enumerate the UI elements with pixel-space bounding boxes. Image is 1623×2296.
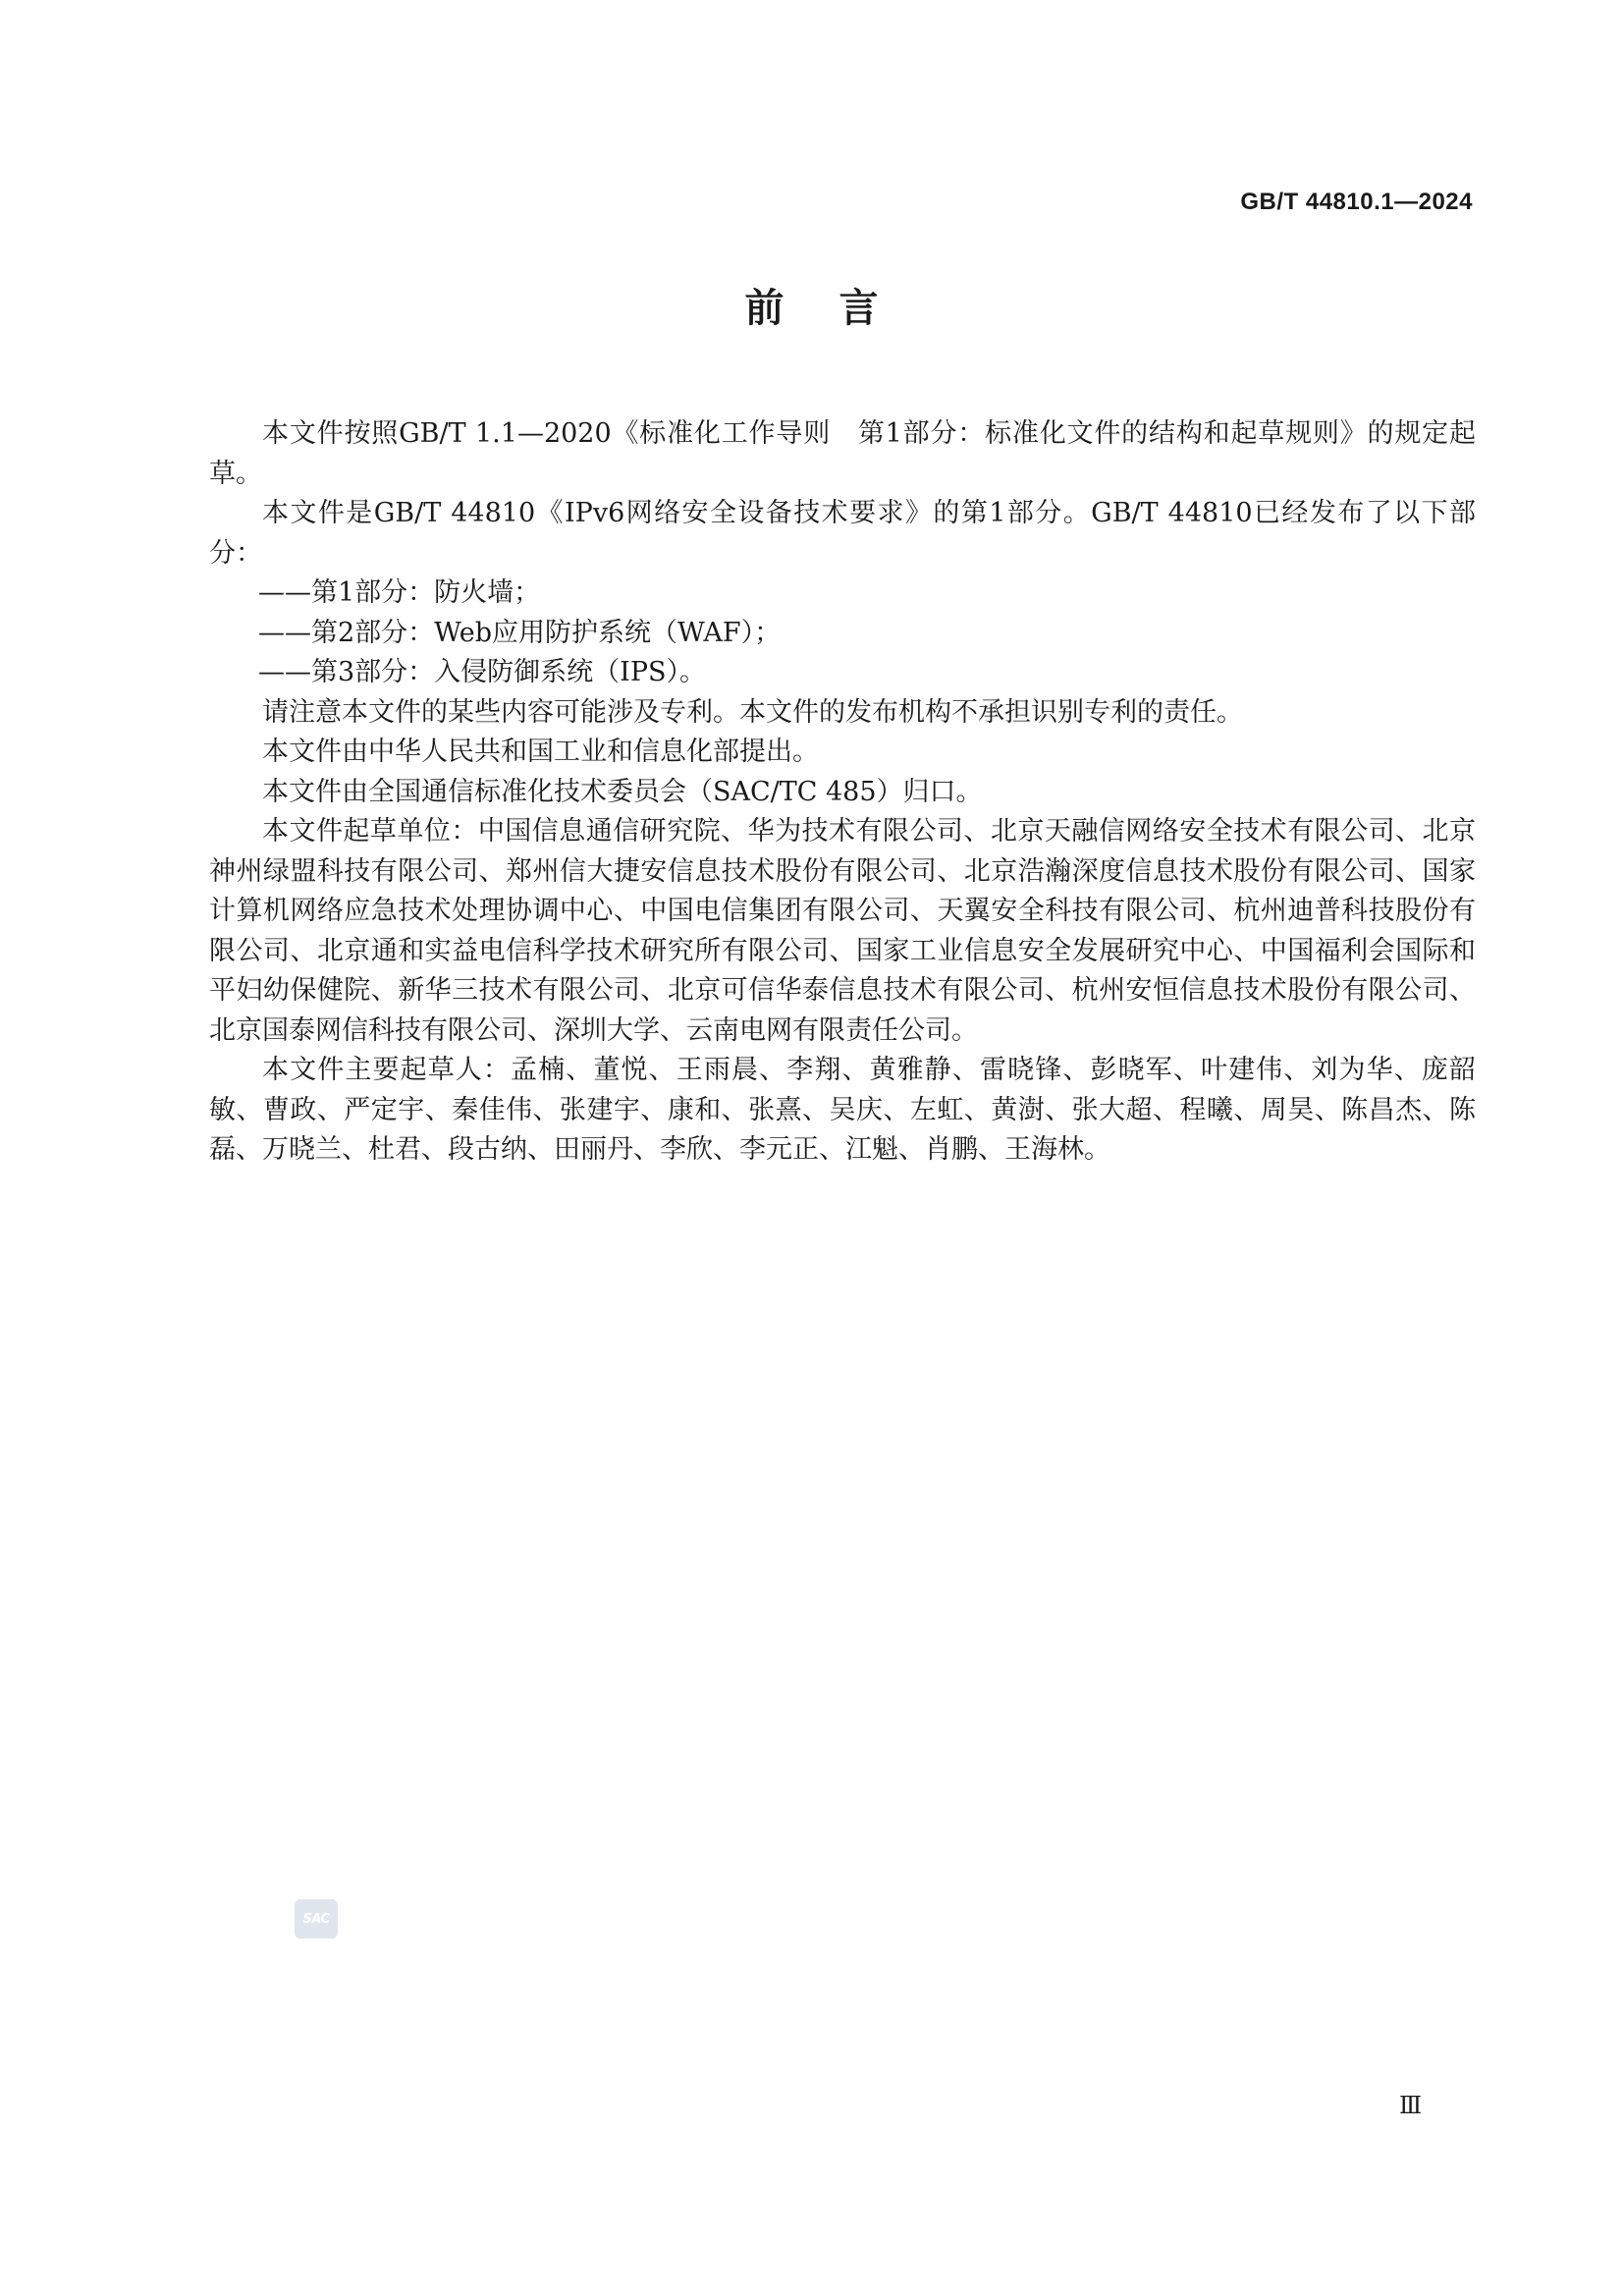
- paragraph-technical-committee: 本文件由全国通信标准化技术委员会（SAC/TC 485）归口。: [262, 776, 983, 807]
- list-item-part-1: ——第1部分：防火墙；: [258, 577, 541, 608]
- paragraph-drafters: 本文件主要起草人：孟楠、董悦、王雨晨、李翔、黄雅静、雷晓锋、彭晓军、叶建伟、刘为华、庞韶敏、曹政、严定宇、秦佳伟、张建宇、康和、张熹、吴庆、左虹、黄澍、张大超、程曦、周昊、陈昌杰、陈磊、万晓兰、杜君、段古纳、田丽丹、李欣、李元正、江魁、肖鹏、王海林。: [209, 1055, 1476, 1165]
- paragraph-patent-notice: 请注意本文件的某些内容可能涉及专利。本文件的发布机构不承担识别专利的责任。: [262, 696, 1243, 728]
- sac-watermark-logo: SAC: [295, 1899, 338, 1939]
- page-title: 前言: [744, 286, 934, 331]
- paragraph-drafting-units: 本文件起草单位：中国信息通信研究院、华为技术有限公司、北京天融信网络安全技术有限公司、北京神州绿盟科技有限公司、郑州信大捷安信息技术股份有限公司、北京浩瀚深度信息技术股份有限公司、国家计算机网络应急技术处理协调中心、中国电信集团有限公司、天翼安全科技有限公司、杭州迪普科技股份有限公司、北京通和实益电信科学技术研究所有限公司、国家工业信息安全发展研究中心、中国福利会国际和平妇幼保健院、新华三技术有限公司、北京可信华泰信息技术有限公司、杭州安恒信息技术股份有限公司、北京国泰网信科技有限公司、深圳大学、云南电网有限责任公司。: [209, 816, 1476, 1046]
- list-item-part-2: ——第2部分：Web应用防护系统（WAF）；: [258, 617, 782, 648]
- list-item-part-3: ——第3部分：入侵防御系统（IPS）。: [258, 657, 707, 687]
- standard-code: GB/T 44810.1—2024: [1240, 189, 1473, 215]
- preface-body: [209, 414, 1476, 1171]
- page-number: Ⅲ: [1399, 2092, 1423, 2119]
- paragraph-drafting-rules: 本文件按照GB/T 1.1—2020《标准化工作导则 第1部分：标准化文件的结构和起草规则》的规定起草。: [209, 418, 1476, 489]
- paragraph-series-info: 本文件是GB/T 44810《IPv6网络安全设备技术要求》的第1部分。GB/T 44810已经发布了以下部分：: [209, 498, 1476, 569]
- paragraph-proposer: 本文件由中华人民共和国工业和信息化部提出。: [262, 737, 819, 767]
